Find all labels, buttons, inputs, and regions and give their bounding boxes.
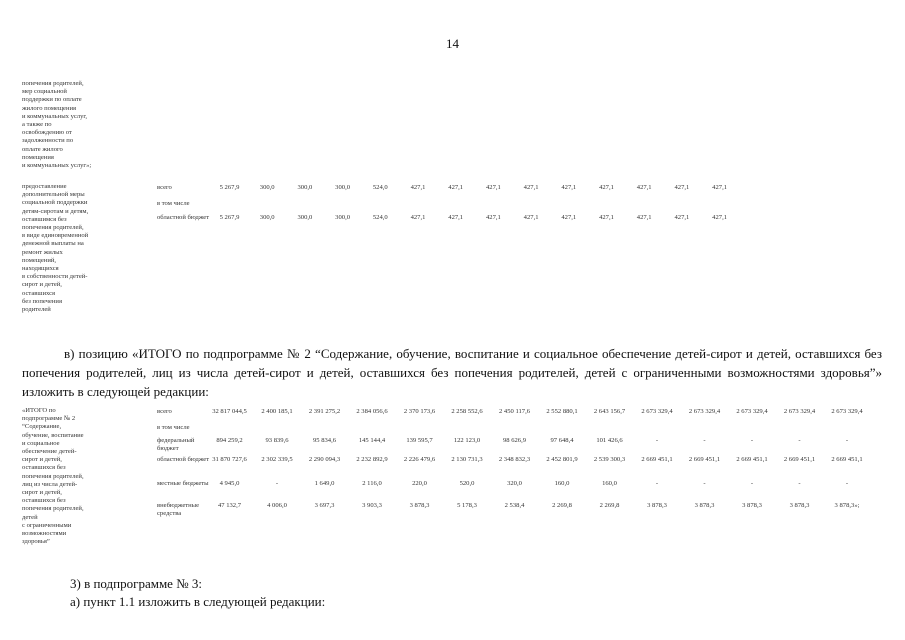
table-cell: 47 132,7 [217,502,242,509]
row-label: в том числе [157,200,190,207]
text-line: помещений, [22,256,57,264]
table-cell: - [845,437,849,444]
table-cell: 2 232 892,9 [356,456,388,463]
text-line: освобождению от [22,129,72,137]
text-line: находящихся [22,265,59,273]
text-line: предоставление [22,183,67,190]
table-cell: 2 391 275,2 [308,408,341,415]
table-cell: 2 370 173,6 [403,408,436,415]
table-cell: 524,0 [372,214,388,221]
table-cell: 101 426,6 [596,437,623,444]
table-cell: 2 258 552,6 [451,408,483,415]
table-cell: 2 669 451,1 [831,456,863,463]
text-line: возможностями [22,530,67,538]
text-line: с ограниченными [22,521,72,529]
table-cell: - [798,437,801,444]
table-cell: 2 643 156,7 [593,408,626,415]
text-line: и коммунальных услуг»; [22,162,92,170]
table-cell: 427,1 [485,184,501,191]
text-line: попечения родителей, [22,80,84,87]
table-cell: 427,1 [674,184,690,191]
table-cell: 160,0 [602,480,617,487]
text-line: оставшихся [22,289,56,297]
text-line: детей [22,513,38,521]
table-cell: 1 649,0 [314,480,335,487]
table-cell: 3 878,3 [409,502,430,509]
table-cell: - [655,480,659,487]
table-cell: 93 839,6 [265,437,289,444]
table-cell: 2 452 801,9 [546,456,578,463]
table1-description [22,183,114,314]
table-cell: 427,1 [599,214,614,221]
table-cell: 427,1 [712,184,728,191]
table-cell: 3 878,3 [742,502,762,509]
text-line: оставшихся без [22,464,66,472]
table-cell: 160,0 [554,480,570,487]
continuation-text-block [22,80,112,170]
table-cell: 4 945,0 [219,480,240,487]
text-line: обеспечение детей- [22,448,77,456]
page-number: 14 [446,36,459,51]
table-cell: 300,0 [259,184,275,191]
table-cell: 427,1 [448,184,464,191]
row-label: внебюджетные средства [157,502,200,518]
table-cell: 427,1 [410,214,426,221]
table-cell: 145 144,4 [358,437,386,444]
table-cell: 32 817 044,5 [212,408,247,415]
text-line: оставшихся без [22,497,66,505]
table-cell: 139 595,7 [406,437,433,444]
text-line: дополнительной меры [22,191,85,199]
table-cell: 3 878,3 [694,502,715,509]
table-cell: 2 669 451,1 [736,456,768,463]
paragraph-v: в) позицию «ИТОГО по подпрограмме № 2 “Содержание, обучение, воспитание и социальное обеспечение детей-сирот и детей, оставшихся без попечения родителей, лиц из числа детей-сирот и детей, оставшихся без попечения родителей, детей с ограниченными возможностями здоровья”» изложить в следующей редакции: [22,346,882,399]
text-line: попечения родителей, [22,472,84,480]
table-cell: 220,0 [412,480,427,487]
table-cell: 2 673 329,4 [783,408,816,415]
table-cell: - [655,437,659,444]
table-cell: - [845,480,849,487]
table-cell: 2 384 056,6 [356,408,388,415]
text-line: ремонт жилых [22,248,63,256]
table-cell: 31 870 727,6 [212,456,247,463]
row-label: всего [157,408,172,415]
section-3-heading: 3) в подпрограмме № 3: [70,576,202,591]
table-cell: 894 259,2 [216,437,243,444]
row-label: в том числе [157,424,190,431]
table-cell: 520,0 [459,480,475,487]
table-cell: 2 400 185,1 [261,408,293,415]
table-cell: 98 626,9 [502,437,527,444]
table-cell: 3 878,3»; [834,502,860,509]
table-cell: - [275,480,279,487]
text-line: сирот и детей, [22,489,62,497]
table-cell: 427,1 [448,214,464,221]
table-cell: 427,1 [636,214,652,221]
table2-description [22,407,126,546]
table-cell: 2 552 880,1 [546,408,578,415]
text-line: подпрограмме № 2 [22,415,76,423]
table-cell: 2 669 451,1 [688,456,721,463]
table-cell: 5 267,9 [219,184,240,191]
table-cell: 2 538,4 [504,502,525,509]
text-line: оплате жилого [22,145,63,153]
text-line: без попечения [22,297,62,305]
table-cell: 2 226 479,6 [403,456,436,463]
table-cell: 2 673 329,4 [736,408,768,415]
table-cell: 2 669 451,1 [783,456,816,463]
text-line: сирот и детей, [22,456,62,464]
table-cell: 2 673 329,4 [831,408,863,415]
text-line: мер социальной [22,88,67,96]
table-cell: 122 123,0 [453,437,481,444]
text-line: задолженности по [22,137,74,145]
table-cell: 2 539 300,3 [593,456,626,463]
table-cell: 3 697,3 [314,502,335,509]
table-cell: 300,0 [259,214,275,221]
text-line: жилого помещения [22,104,77,112]
text-line: помещения [22,153,54,161]
text-line: денежной выплаты на [22,240,84,248]
text-line: и социальное [22,439,60,447]
table-cell: 427,1 [410,184,426,191]
table-cell: 95 834,6 [312,437,337,444]
table-cell: 2 130 731,3 [451,456,483,463]
table-cell: - [703,437,706,444]
text-line: “Содержание, [22,423,62,431]
table-cell: 427,1 [523,214,539,221]
text-line: попечения родителей, [22,224,84,232]
table-cell: 427,1 [674,214,690,221]
table-cell: 2 269,8 [552,502,572,509]
table-cell: 427,1 [485,214,501,221]
table-cell: 427,1 [599,184,614,191]
table-cell: 300,0 [297,184,313,191]
row-label: всего [157,184,172,191]
table-cell: 2 290 094,3 [308,456,341,463]
table-cell: 427,1 [523,184,539,191]
text-line: в виде единовременной [22,232,89,240]
table-cell: 427,1 [636,184,652,191]
table-cell: 2 673 329,4 [641,408,673,415]
table-cell: 2 302 339,5 [261,456,293,463]
text-line: сирот и детей, [22,281,62,289]
table-cell: 427,1 [561,184,577,191]
table-cell: 2 450 117,6 [498,408,531,415]
table-cell: 4 006,0 [267,502,287,509]
text-line: детям-сиротам и детям, [22,207,89,215]
table-cell: 5 267,9 [219,214,240,221]
text-line: оставшимся без [22,215,67,223]
row-label: федеральный бюджет [157,437,195,453]
text-line: «ИТОГО по [22,407,56,414]
table-cell: 5 178,3 [457,502,477,509]
table-cell: 3 878,3 [647,502,667,509]
table-cell: - [750,480,754,487]
table-cell: 300,0 [297,214,313,221]
text-line: социальной поддержки [22,199,88,207]
table-cell: - [798,480,801,487]
table-cell: 300,0 [335,214,351,221]
table-cell: 320,0 [507,480,522,487]
row-label: местные бюджеты [157,480,209,487]
text-line: поддержки по оплате [22,96,82,104]
table-cell: 300,0 [335,184,351,191]
table-cell: - [750,437,754,444]
row-label: областной бюджет [157,456,210,463]
table-cell: 427,1 [712,214,728,221]
table-cell: 2 269,8 [599,502,620,509]
text-line: обучение, воспитание [22,431,84,439]
table-cell: 2 673 329,4 [688,408,721,415]
table-cell: 427,1 [561,214,577,221]
table-cell: 2 669 451,1 [641,456,673,463]
text-line: в собственности детей- [22,273,88,281]
table-cell: 2 348 832,3 [498,456,531,463]
table-cell: 3 878,3 [789,502,810,509]
text-line: попечения родителей, [22,505,84,513]
table-cell: 2 116,0 [362,480,382,487]
subitem-a: а) пункт 1.1 изложить в следующей редакции: [70,594,326,609]
table-cell: 3 903,3 [362,502,382,509]
table-cell: 97 648,4 [550,437,574,444]
table-cell: 524,0 [372,184,388,191]
row-label: областной бюджет [157,214,210,221]
text-line: и коммунальных услуг, [22,112,87,120]
text-line: а также по [22,121,52,129]
text-line: лиц из числа детей- [22,480,78,488]
text-line: здоровья” [22,538,50,546]
table-cell: - [703,480,706,487]
text-line: родителей [22,306,51,314]
